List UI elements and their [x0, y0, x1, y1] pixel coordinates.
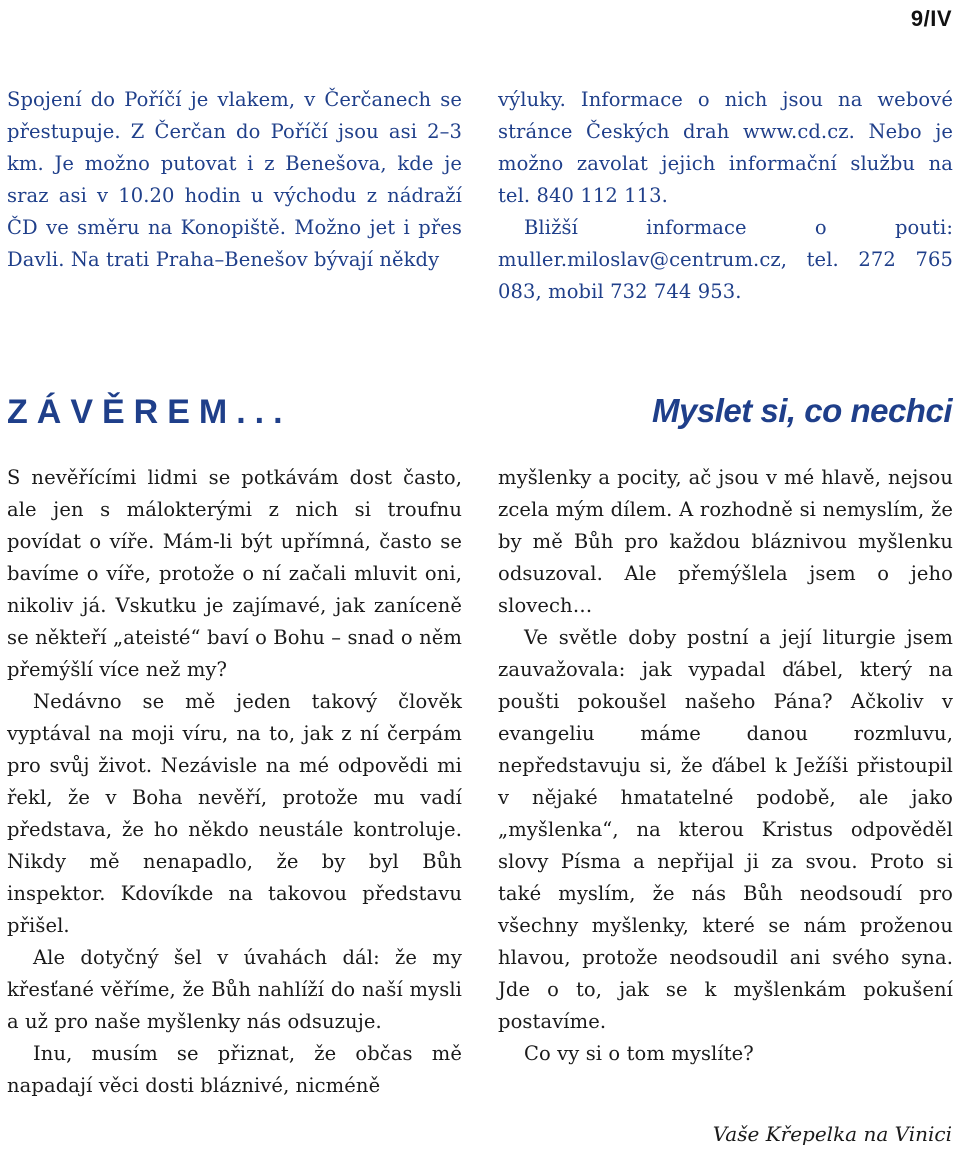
article-column-left [7, 462, 462, 1102]
article-paragraph: Nedávno se mě jeden takový člověk vyptával na moji víru, na to, jak z ní čerpám pro svůj život. Nezávisle na mé odpovědi mi řekl, že v Boha nevěří, protože mu vadí představa, že ho někdo neustále kontroluje. Nikdy mě nenapadlo, že by byl Bůh inspektor. Kdovíkde na takovou představu přišel. [7, 690, 462, 937]
contact-paragraph: Bližší informace o pouti: muller.miloslav@centrum.cz, tel. 272 765 083, mobil 732 744 953. [498, 216, 953, 303]
article-paragraph: Co vy si o tom myslíte? [524, 1042, 754, 1065]
info-column-right [498, 84, 953, 308]
article-column-right [498, 462, 953, 1070]
article-paragraph: Inu, musím se přiznat, že občas mě napadají věci dosti bláznivé, nicméně [7, 1042, 462, 1097]
article-paragraph: S nevěřícími lidmi se potkávám dost často, ale jen s málokterými z nich si troufnu povídat o víře. Mám-li být upřímná, často se bavíme o víře, protože o ní začali mluvit oni, nikoliv já. Vskutku je zajímavé, jak zaníceně se někteří „ateisté“ baví o Bohu – snad o něm přemýšlí více než my? [7, 466, 462, 681]
info-paragraph: Spojení do Poříčí je vlakem, v Čerčanech se přestupuje. Z Čerčan do Poříčí jsou asi 2–3 km. Je možno putovat i z Benešova, kde je sraz asi v 10.20 hodin u východu z nádraží ČD ve směru na Konopiště. Možno jet i přes Davli. Na trati Praha–Benešov bývají někdy [7, 88, 462, 271]
page-number: 9/IV [910, 6, 952, 31]
info-column-left [7, 84, 462, 276]
article-paragraph: Ale dotyčný šel v úvahách dál: že my křesťané věříme, že Bůh nahlíží do naší mysli a už pro naše myšlenky nás odsuzuje. [7, 946, 462, 1033]
info-paragraph: výluky. Informace o nich jsou na webové stránce Českých drah www.cd.cz. Nebo je možno zavolat jejich informační službu na tel. 840 112 113. [498, 88, 953, 207]
section-label: ZÁVĚREM... [7, 393, 292, 431]
article-paragraph: Ve světle doby postní a její liturgie jsem zauvažovala: jak vypadal ďábel, který na poušti pokoušel našeho Pána? Ačkoliv v evangeliu máme danou rozmluvu, nepředstavuju si, že ďábel k Ježíši přistoupil v nějaké hmatatelné podobě, ale jako „myšlenka“, na kterou Kristus odpověděl slovy Písma a nepřijal ji za svou. Proto si také myslím, že nás Bůh neodsoudí pro všechny myšlenky, které se nám proženou hlavou, protože neodsoudil ani svého syna. Jde o to, jak se k myšlenkám pokušení postavíme. [498, 626, 953, 1033]
article-paragraph: myšlenky a pocity, ač jsou v mé hlavě, nejsou zcela mým dílem. A rozhodně si nemyslím, že by mě Bůh pro každou bláznivou myšlenku odsuzoval. Ale přemýšlela jsem o jeho slovech… [498, 466, 953, 617]
article-title: Myslet si, co nechci [652, 392, 952, 429]
author-signature: Vaše Křepelka na Vinici [712, 1122, 952, 1146]
